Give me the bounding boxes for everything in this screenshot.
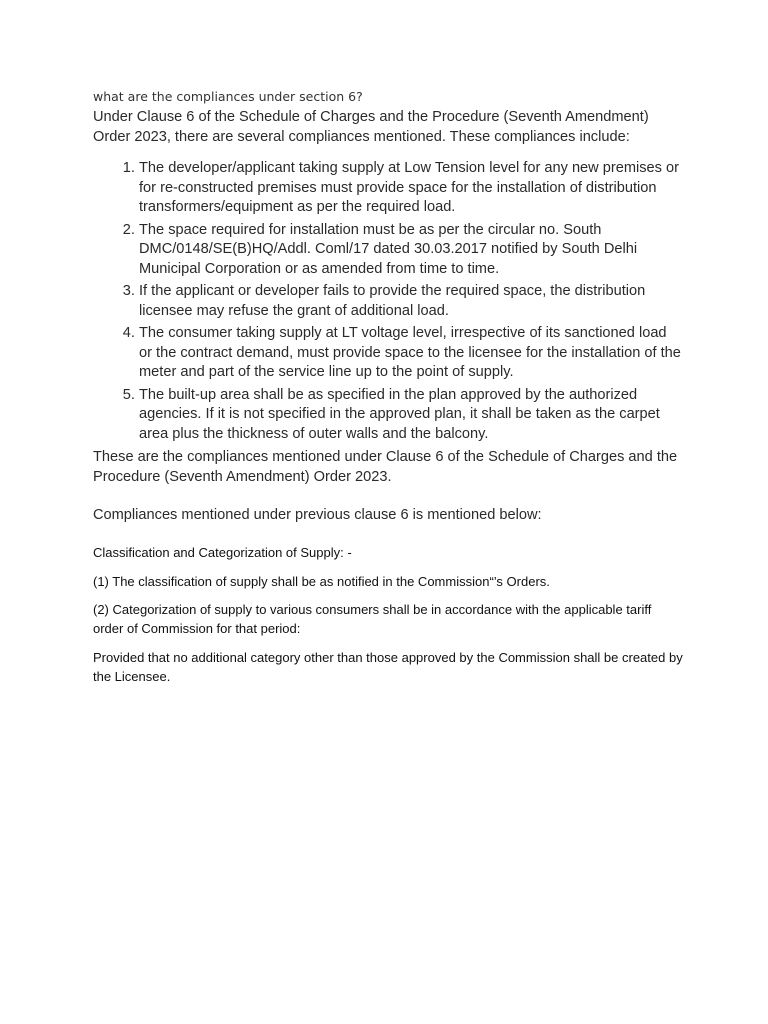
previous-clause-intro: Compliances mentioned under previous clause 6 is mentioned below: (93, 507, 542, 523)
list-item: 4. The consumer taking supply at LT voltage level, irrespective of its sanctioned load or the contract demand, must provide space to the licensee for the installation of the meter and part of the service line up to the point of supply. (139, 324, 683, 383)
document-page (93, 88, 683, 686)
clause-paragraph-2: (2) Categorization of supply to various consumers shall be in accordance with the applicable tariff order of Commission for that period: (93, 602, 652, 636)
question-text: what are the compliances under section 6? (93, 89, 363, 104)
closing-paragraph: These are the compliances mentioned under Clause 6 of the Schedule of Charges and the Procedure (Seventh Amendment) Order 2023. (93, 449, 678, 485)
clause-paragraph-3: Provided that no additional category other than those approved by the Commission shall be created by the Licensee. (93, 650, 683, 684)
clause-paragraph-1: (1) The classification of supply shall be as notified in the Commission“’s Orders. (93, 574, 550, 589)
section-heading: Classification and Categorization of Supply: - (93, 545, 352, 560)
list-item: 5. The built-up area shall be as specified in the plan approved by the authorized agencies. If it is not specified in the approved plan, it shall be taken as the carpet area plus the thickness of outer walls and the balcony. (139, 386, 683, 445)
compliance-list (93, 159, 683, 444)
intro-paragraph: Under Clause 6 of the Schedule of Charges and the Procedure (Seventh Amendment) Order 2023, there are several compliances mentioned. These compliances include: (93, 109, 649, 145)
list-item: 1. The developer/applicant taking supply at Low Tension level for any new premises or for re-constructed premises must provide space for the installation of distribution transformers/equipment as per the required load. (139, 159, 683, 218)
list-item: 2. The space required for installation must be as per the circular no. South DMC/0148/SE(B)HQ/Addl. Coml/17 dated 30.03.2017 notified by South Delhi Municipal Corporation or as amended from time to time. (139, 221, 683, 280)
list-item: 3. If the applicant or developer fails to provide the required space, the distribution licensee may refuse the grant of additional load. (139, 282, 683, 321)
